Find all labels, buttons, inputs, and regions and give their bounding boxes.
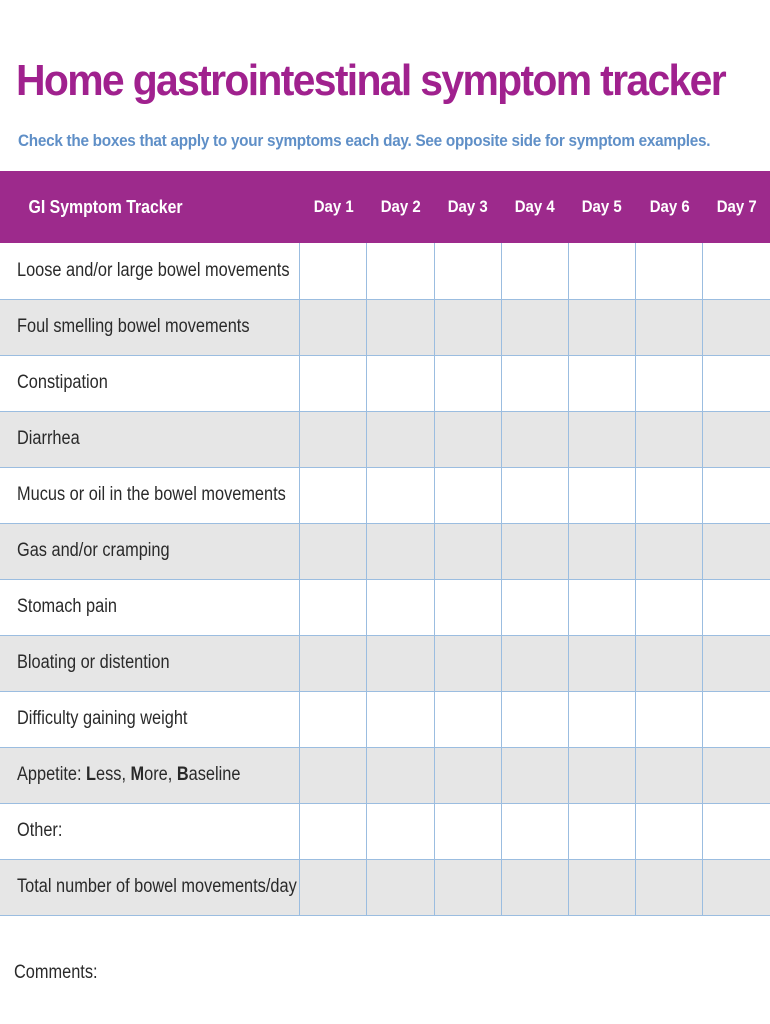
checkbox-cell-day-6[interactable] <box>636 243 703 299</box>
checkbox-cell-day-7[interactable] <box>703 243 770 299</box>
checkbox-cell-day-7[interactable] <box>703 523 770 579</box>
header-day-4: Day 4 <box>514 197 555 216</box>
checkbox-cell-day-1[interactable] <box>300 243 367 299</box>
table-row <box>0 859 770 915</box>
checkbox-cell-day-3[interactable] <box>434 299 501 355</box>
table-row <box>0 523 770 579</box>
checkbox-cell-day-1[interactable] <box>300 691 367 747</box>
checkbox-cell-day-7[interactable] <box>703 803 770 859</box>
checkbox-cell-day-1[interactable] <box>300 523 367 579</box>
checkbox-cell-day-6[interactable] <box>636 355 703 411</box>
checkbox-cell-day-1[interactable] <box>300 467 367 523</box>
checkbox-cell-day-4[interactable] <box>501 355 568 411</box>
checkbox-cell-day-1[interactable] <box>300 747 367 803</box>
header-day-2: Day 2 <box>380 197 421 216</box>
table-row <box>0 355 770 411</box>
checkbox-cell-day-7[interactable] <box>703 467 770 523</box>
checkbox-cell-day-4[interactable] <box>501 803 568 859</box>
checkbox-cell-day-1[interactable] <box>300 299 367 355</box>
checkbox-cell-day-7[interactable] <box>703 635 770 691</box>
checkbox-cell-day-7[interactable] <box>703 411 770 467</box>
checkbox-cell-day-2[interactable] <box>367 579 434 635</box>
checkbox-cell-day-7[interactable] <box>703 579 770 635</box>
checkbox-cell-day-2[interactable] <box>367 747 434 803</box>
checkbox-cell-day-6[interactable] <box>636 411 703 467</box>
checkbox-cell-day-5[interactable] <box>568 355 635 411</box>
checkbox-cell-day-1[interactable] <box>300 803 367 859</box>
symptom-label: Stomach pain <box>0 579 300 635</box>
checkbox-cell-day-3[interactable] <box>434 467 501 523</box>
header-day-6: Day 6 <box>649 197 690 216</box>
symptom-label: Total number of bowel movements/day <box>0 859 300 915</box>
checkbox-cell-day-4[interactable] <box>501 411 568 467</box>
checkbox-cell-day-3[interactable] <box>434 579 501 635</box>
symptom-tracker-table <box>0 171 770 916</box>
symptom-label: Gas and/or cramping <box>0 523 300 579</box>
symptom-label: Difficulty gaining weight <box>0 691 300 747</box>
checkbox-cell-day-5[interactable] <box>568 635 635 691</box>
checkbox-cell-day-2[interactable] <box>367 243 434 299</box>
checkbox-cell-day-3[interactable] <box>434 859 501 915</box>
checkbox-cell-day-2[interactable] <box>367 299 434 355</box>
table-row <box>0 747 770 803</box>
page-title: Home gastrointestinal symptom tracker <box>16 56 725 105</box>
symptom-label: Appetite: Less, More, Baseline <box>0 747 300 803</box>
table-row <box>0 635 770 691</box>
checkbox-cell-day-5[interactable] <box>568 579 635 635</box>
checkbox-cell-day-5[interactable] <box>568 747 635 803</box>
checkbox-cell-day-4[interactable] <box>501 859 568 915</box>
checkbox-cell-day-5[interactable] <box>568 299 635 355</box>
checkbox-cell-day-4[interactable] <box>501 523 568 579</box>
checkbox-cell-day-3[interactable] <box>434 691 501 747</box>
checkbox-cell-day-2[interactable] <box>367 803 434 859</box>
checkbox-cell-day-2[interactable] <box>367 635 434 691</box>
checkbox-cell-day-5[interactable] <box>568 859 635 915</box>
table-row <box>0 467 770 523</box>
checkbox-cell-day-3[interactable] <box>434 747 501 803</box>
checkbox-cell-day-5[interactable] <box>568 243 635 299</box>
checkbox-cell-day-6[interactable] <box>636 859 703 915</box>
checkbox-cell-day-1[interactable] <box>300 635 367 691</box>
checkbox-cell-day-4[interactable] <box>501 747 568 803</box>
checkbox-cell-day-5[interactable] <box>568 523 635 579</box>
checkbox-cell-day-3[interactable] <box>434 355 501 411</box>
checkbox-cell-day-6[interactable] <box>636 579 703 635</box>
comments-label: Comments: <box>14 962 98 983</box>
checkbox-cell-day-6[interactable] <box>636 747 703 803</box>
symptom-label: Mucus or oil in the bowel movements <box>0 467 300 523</box>
checkbox-cell-day-5[interactable] <box>568 467 635 523</box>
checkbox-cell-day-2[interactable] <box>367 411 434 467</box>
checkbox-cell-day-2[interactable] <box>367 859 434 915</box>
header-day-3: Day 3 <box>447 197 488 216</box>
checkbox-cell-day-5[interactable] <box>568 411 635 467</box>
checkbox-cell-day-3[interactable] <box>434 411 501 467</box>
symptom-label: Bloating or distention <box>0 635 300 691</box>
checkbox-cell-day-3[interactable] <box>434 243 501 299</box>
checkbox-cell-day-4[interactable] <box>501 635 568 691</box>
checkbox-cell-day-1[interactable] <box>300 355 367 411</box>
table-row <box>0 411 770 467</box>
checkbox-cell-day-2[interactable] <box>367 691 434 747</box>
checkbox-cell-day-2[interactable] <box>367 355 434 411</box>
checkbox-cell-day-2[interactable] <box>367 523 434 579</box>
symptom-label: Foul smelling bowel movements <box>0 299 300 355</box>
table-row <box>0 299 770 355</box>
header-label: GI Symptom Tracker <box>28 196 183 217</box>
checkbox-cell-day-4[interactable] <box>501 579 568 635</box>
checkbox-cell-day-7[interactable] <box>703 691 770 747</box>
header-day-5: Day 5 <box>582 197 622 216</box>
checkbox-cell-day-3[interactable] <box>434 523 501 579</box>
table-row <box>0 803 770 859</box>
checkbox-cell-day-7[interactable] <box>703 747 770 803</box>
checkbox-cell-day-6[interactable] <box>636 803 703 859</box>
checkbox-cell-day-6[interactable] <box>636 467 703 523</box>
checkbox-cell-day-4[interactable] <box>501 467 568 523</box>
checkbox-cell-day-4[interactable] <box>501 691 568 747</box>
checkbox-cell-day-4[interactable] <box>501 243 568 299</box>
checkbox-cell-day-1[interactable] <box>300 859 367 915</box>
checkbox-cell-day-5[interactable] <box>568 691 635 747</box>
checkbox-cell-day-3[interactable] <box>434 635 501 691</box>
checkbox-cell-day-4[interactable] <box>501 299 568 355</box>
page-subtitle: Check the boxes that apply to your symptoms each day. See opposite side for symptom examples. <box>18 131 711 150</box>
checkbox-cell-day-7[interactable] <box>703 355 770 411</box>
symptom-label: Loose and/or large bowel movements <box>0 243 300 299</box>
header-day-1: Day 1 <box>313 197 354 216</box>
checkbox-cell-day-6[interactable] <box>636 691 703 747</box>
checkbox-cell-day-7[interactable] <box>703 299 770 355</box>
symptom-label: Diarrhea <box>0 411 300 467</box>
symptom-label: Other: <box>0 803 300 859</box>
checkbox-cell-day-2[interactable] <box>367 467 434 523</box>
table-row <box>0 243 770 299</box>
checkbox-cell-day-7[interactable] <box>703 859 770 915</box>
header-day-7: Day 7 <box>716 197 757 216</box>
checkbox-cell-day-6[interactable] <box>636 523 703 579</box>
checkbox-cell-day-1[interactable] <box>300 579 367 635</box>
symptom-label: Constipation <box>0 355 300 411</box>
checkbox-cell-day-5[interactable] <box>568 803 635 859</box>
checkbox-cell-day-3[interactable] <box>434 803 501 859</box>
table-row <box>0 691 770 747</box>
checkbox-cell-day-6[interactable] <box>636 299 703 355</box>
table-header-row <box>0 171 770 243</box>
table-row <box>0 579 770 635</box>
checkbox-cell-day-6[interactable] <box>636 635 703 691</box>
checkbox-cell-day-1[interactable] <box>300 411 367 467</box>
